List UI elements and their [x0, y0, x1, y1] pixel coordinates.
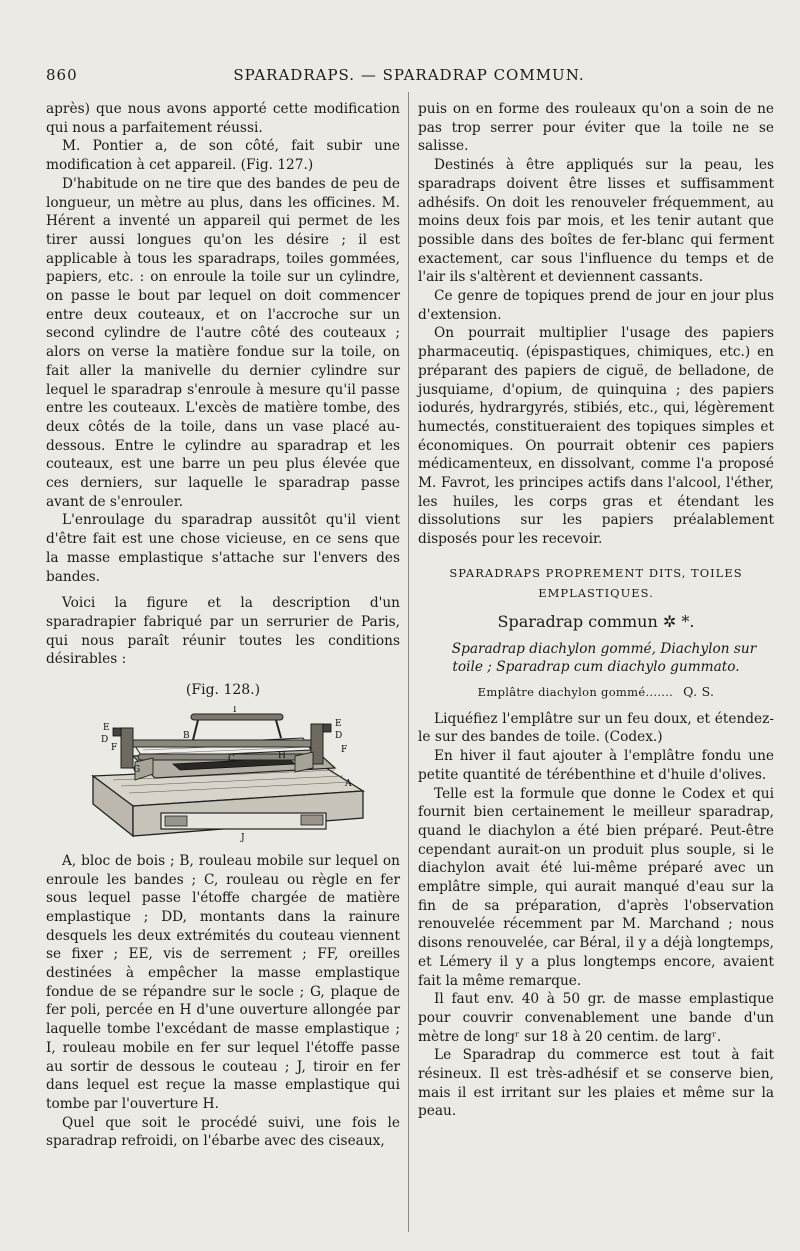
fig-label-f: F: [111, 742, 118, 753]
paragraph: L'enroulage du sparadrap aussitôt qu'il vient d'être fait est une chose vicieuse, en ce sens que la masse emplastique s'attache sur l'envers des bandes.: [46, 512, 400, 585]
sparadrapier-figure: [73, 706, 373, 846]
paragraph: Voici la figure et la description d'un sparadrapier fabriqué par un serrurier de Paris, qui nous paraît réunir toutes les conditions désirables :: [46, 595, 400, 668]
paragraph: Telle est la formule que donne le Codex et qui fournit bien certainement le meilleur sparadrap, quand le diachylon a été bien préparé. Peut-être cependant aurait-on un produit plus souple, si le diachylon avait été lui-même préparé avec un emplâtre simple, qui aurait manqué d'eau sur la fin de sa préparation, d'après l'observation renouvelée récemment par M. Marchand ; nous disons renouvelée, car Béral, il y a déjà longtemps, et Lémery il y a plus longtemps encore, avaient fait la même remarque.: [418, 785, 774, 989]
figure-caption: (Fig. 128.): [185, 682, 261, 699]
left-column: [46, 100, 400, 1151]
right-column: [418, 100, 774, 1121]
paragraph: M. Pontier a, de son côté, fait subir une modification à cet appareil. (Fig. 127.): [46, 138, 400, 174]
recipe-synonyms: Sparadrap diachylon gommé, Diachylon sur toile ; Sparadrap cum diachylo gummato.: [451, 640, 757, 676]
fig-label-d: D: [335, 730, 343, 741]
fig-label-c: C: [228, 753, 235, 764]
page-header: [46, 66, 772, 90]
fig-label-f: F: [341, 744, 348, 755]
paragraph: Ce genre de topiques prend de jour en jour plus d'extension.: [418, 288, 774, 323]
paragraph: Liquéfiez l'emplâtre sur un feu doux, et étendez-le sur des bandes de toile. (Codex.): [418, 710, 774, 746]
fig-label-e: E: [103, 722, 110, 733]
paragraph: Le Sparadrap du commerce est tout à fait résineux. Il est très-adhésif et se conserve bien, mais il est irritant sur les plaies et même sur la peau.: [418, 1047, 774, 1120]
paragraph: Destinés à être appliqués sur la peau, les sparadraps doivent être lisses et suffisamment adhésifs. On doit les renouveler fréquemment, au moins deux fois par mois, et les tenir autant que possible dans des boîtes de fer-blanc qui ferment exactement, car sous l'influence du temps et de l'air ils s'altèrent et deviennent cassants.: [418, 157, 774, 286]
fig-label-b: B: [183, 730, 190, 741]
column-divider: [408, 92, 409, 1232]
fig-label-j: J: [241, 832, 245, 843]
fig-label-a: A: [345, 778, 352, 789]
paragraph: D'habitude on ne tire que des bandes de peu de longueur, un mètre au plus, dans les officines. M. Hérent a inventé un appareil qui permet de les tirer aussi longues qu'on les désire ; il est applicable à tous les sparadraps, toiles gommées, papiers, etc. : on enroule la toile sur un cylindre, on passe le bout par lequel on doit commencer entre deux couteaux, et on l'accroche sur un second cylindre de l'autre côté des couteaux ; alors on verse la matière fondue sur la toile, on fait aller la manivelle du dernier cylindre sur lequel le sparadrap s'enroule à mesure qu'il passe entre les couteaux. L'excès de matière tombe, des deux côtés de la toile, dans un vase placé au-dessous. Entre le cylindre au sparadrap et les couteaux, est une barre un peu plus élevée que ces derniers, sur laquelle le sparadrap passe avant de s'enrouler.: [46, 175, 400, 510]
fig-label-h: H: [278, 750, 286, 761]
section-heading: SPARADRAPS PROPREMENT DITS, TOILES EMPLASTIQUES.: [449, 565, 743, 600]
paragraph: On pourrait multiplier l'usage des papiers pharmaceutiq. (épispastiques, chimiques, etc.) en préparant des papiers de ciguë, de belladone, de jusquiame, d'opium, de quinquina ; des papiers iodurés, hydrargyrés, stibiés, etc., qui, légèrement humectés, constitueraient des topiques simples et économiques. On pourrait obtenir ces papiers médicamenteux, en dissolvant, comme l'a proposé M. Favrot, les principes actifs dans l'alcool, l'éther, les huiles, les corps gras et étendant les dissolutions sur les papiers préalablement disposés pour les recevoir.: [418, 325, 774, 548]
fig-label-e: E: [335, 718, 342, 729]
fig-label-i: I: [233, 705, 237, 715]
fig-label-d: D: [101, 734, 109, 745]
paragraph: A, bloc de bois ; B, rouleau mobile sur lequel on enroule les bandes ; C, rouleau ou règle en fer sous lequel passe l'étoffe chargée de matière emplastique ; DD, montants dans la rainure desquels les deux extrémités du couteau viennent se fixer ; EE, vis de serrement ; FF, oreilles destinées à empêcher la masse emplastique fondue de se répandre sur le socle ; G, plaque de fer poli, percée en H d'une ouverture allongée par laquelle tombe l'excédant de masse emplastique ; I, rouleau mobile en fer sur lequel l'étoffe passe au sortir de dessous le couteau ; J, tiroir en fer dans lequel est reçue la masse emplastique qui tombe par l'ouverture H.: [46, 852, 400, 1112]
paragraph: puis on en forme des rouleaux qu'on a soin de ne pas trop serrer pour éviter que la toile ne se salisse.: [418, 101, 774, 155]
fig-label-g: G: [133, 764, 141, 775]
paragraph: Quel que soit le procédé suivi, une fois le sparadrap refroidi, on l'ébarbe avec des ciseaux,: [46, 1114, 400, 1150]
running-title: SPARADRAPS. — SPARADRAP COMMUN.: [233, 66, 585, 84]
paragraph: En hiver il faut ajouter à l'emplâtre fondu une petite quantité de térébenthine et d'huile d'olives.: [418, 748, 774, 783]
page-number: 860: [46, 66, 78, 84]
recipe-title: Sparadrap commun ✲ *.: [497, 611, 695, 631]
paragraph: après) que nous avons apporté cette modification qui nous a parfaitement réussi.: [46, 101, 400, 136]
paragraph: Il faut env. 40 à 50 gr. de masse emplastique pour couvrir convenablement une bande d'un mètre de longʳ sur 18 à 20 centim. de largʳ.: [418, 991, 774, 1045]
formula-line: Emplâtre diachylon gommé....... Q. S.: [477, 683, 715, 699]
